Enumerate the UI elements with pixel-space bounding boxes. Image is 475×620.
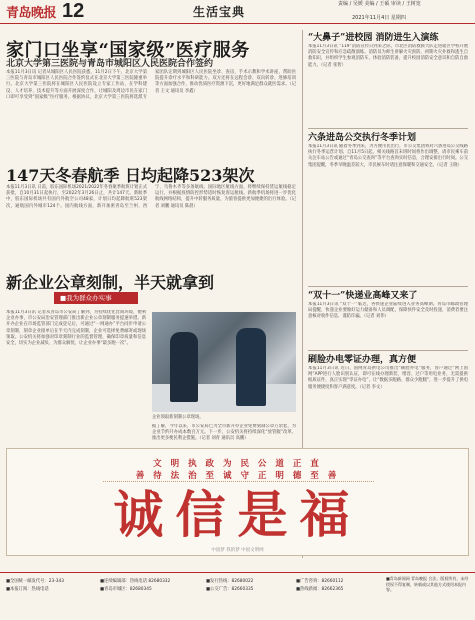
footer-item: ■热线新闻：82662365 [296,587,344,592]
footer-item: ■连续编辑部：热线电话 82680332 [100,579,171,584]
ad-divider [103,481,374,482]
divider [308,128,468,129]
footer-item: ■公交广告：82660335 [206,587,254,592]
photo-caption: 企业领取新刻制公章现场。 [152,415,204,420]
newspaper-logo: 青岛晚报 [6,6,57,21]
article-3-body-continued: 据了解，今年以来，市公安局已为全市新开办企业免费刻制公章万余套，为企业节约开办成本数百万元。下一步，公安机关将持续深化“放管服”改革，推出更多便民利企措施。（记者 刘青 通讯员 高鹏） [152,424,296,442]
right-article-1-body: 本报11月3日讯 “119”消防宣传日到来之际，市北区消防救援大队走进辖区学校开展消防安全宣传和应急疏散演练。消防员为师生讲解火灾预防、初期火灾扑救和逃生自救知识，并组织学生参观消防车、体验消防装备，提升校园消防安全意识和自防自救能力。（记者 张智） [308,44,468,68]
masthead [0,0,475,24]
right-article-2-title: 六条进岛公交执行冬季计划 [308,133,417,143]
right-article-4-title: 刷脸办电零证办理，真方便 [308,355,417,365]
footer-item: ■发行热线：82680022 [206,579,254,584]
section-title: 生活宝典 [193,5,246,19]
article-2-body: 本报11月3日讯 日前，胶东国际机场2021/2022年冬春航季航班计划正式获批，自10月31日起执行，至2022年3月26日止，共计147天。新航季中，胶东国际机场共有国内外航空公司48家，计划日均起降航班523架次，通航国内外城市124个。国内航线方面，新开加密青岛至兰州、西宁、乌鲁木齐等多条航线；国际地区航线方面，将继续保持货运航线稳定运行，并根据疫情防控形势适时恢复客运航线。新航季机场将进一步优化航线网络结构，提升中转服务质量，为旅客提供更加便捷的出行体验。（记者 刘鹏 通讯员 陈晨） [6,185,296,209]
article-1-subtitle: 北京大学第三医院与青岛市城阳区人民医院合作签约 [6,59,214,69]
ad-main-slogan: 诚信是福 [113,485,362,544]
footer-rule [0,572,475,573]
ad-footer: 中国梦 我的梦 中国文明网 [211,548,264,553]
right-article-3-title: “双十一”快递业高峰又来了 [308,291,418,301]
divider [308,286,468,287]
photo-person [170,332,198,402]
article-1-body: 本报11月3日讯 记者从城阳区人民医院获悉，11月2日下午，北京大学第三医院与青岛市城阳区人民医院合作签约仪式在北京大学第三医院隆重举行。北京大学第三医院将在城阳区人民医院设立专家工作站，在学科建设、人才培养、技术提升等方面开展深度合作，让城阳及周边市民在家门口即可享受到“国家级”医疗服务。根据协议，北京大学第三医院将选派专家团队定期到城阳区人民医院坐诊、查房、手术示教和学术讲座，帮助医院提升诊疗水平和科研能力。双方还将在远程会诊、双向转诊、进修培训等方面加强合作，推动优质医疗资源下沉，更好地满足群众就医需求。（记者 王文 通讯员 李鑫） [6,70,296,100]
column-tag: ■我为群众办实事 [54,292,138,304]
photo-officer [236,328,266,406]
right-article-2-body: 本报11月3日讯 随着冬季到来，为方便市民出行，市公交集团将对六条进岛公交线路执行冬季运营计划。自11月5日起，相关线路首末班时间将作出调整，请市民乘车前关注车站公告或通过“青岛公交查询”等平台查询实时信息，合理安排出行时间。公交集团提醒，冬季早晚温差较大，市民候车时请注意保暖和交通安全。（记者 王晓） [308,144,468,168]
issue-date: 2021年11月4日 星期四 [352,15,406,21]
ad-slogan-line-2: 善 待 法 治 至 诚 守 正 明 德 至 善 [135,471,340,481]
right-article-1-title: “大鼻子”进校园 消防进生入演练 [308,33,439,43]
ad-slogan-line-1: 文 明 执 政 为 民 公 道 正 直 [153,459,322,469]
article-3-title: 新企业公章刻制，半天就拿到 [6,273,215,292]
footer-item: ■青岛市城区：82680345 [100,587,152,592]
editor-credits: 责编 / 吴媛 美编 / 王硕 审读 / 王树宽 [338,1,421,7]
page-number: 12 [62,0,85,22]
right-article-4-body: 本报11月3日讯 近日，国网青岛供电公司推出“刷脸办电”服务，客户通过“网上国网”APP进行人脸识别认证，即可在线办理新装、增容、过户等用电业务，无需提供纸质证件，真正实现“零证办电”，让“数据多跑路、群众少跑腿”，进一步提升了供电服务便捷度和客户满意度。（记者 李文） [308,366,468,390]
right-article-3-body: 本报11月3日讯 “双十一”临近，各快递企业陆续进入业务高峰期。青岛市邮政管理局提醒，快递企业要做好运力储备和人员调配，保障快件安全及时投递，消费者要注意核对收件信息，谨防诈骗。（记者 刘伟） [308,302,468,320]
article-2-title: 147天冬春航季 日均起降523架次 [6,166,255,185]
news-photo [152,312,296,412]
footer-item: ■广告咨询：82660112 [296,579,344,584]
footer-item: ■全国统一邮发代号：23-343 [6,579,64,584]
article-1-title: 家门口坐享“国家级”医疗服务 [6,40,250,61]
copyright-notice: ■青岛新闻网 青岛晚报 合法，版权所有，未经授权不得复制，转载或以其他方式使用本报内容。 [386,576,469,592]
public-service-ad [6,448,469,556]
article-3-body: 本报11月3日讯 记者从青岛市公安局了解到，为持续优化营商环境，便利企业办事，市公安局治安管理部门推出新企业公章刻制服务提速举措。新开办企业在市场监管部门完成登记后，可通过“一网通办”平台同步申请公章刻制，刻章企业接单后在半天内完成刻制，企业可选择免费邮寄或现场领取。公安机关将加强对印章刻制行业的监督管理，确保印章质量和信息安全，切实为企业减负、为群众解忧，让企业办事“最多跑一次”。 [6,310,146,347]
footer-item: ■本报订阅：热线电话 [6,587,49,592]
divider [308,350,468,351]
